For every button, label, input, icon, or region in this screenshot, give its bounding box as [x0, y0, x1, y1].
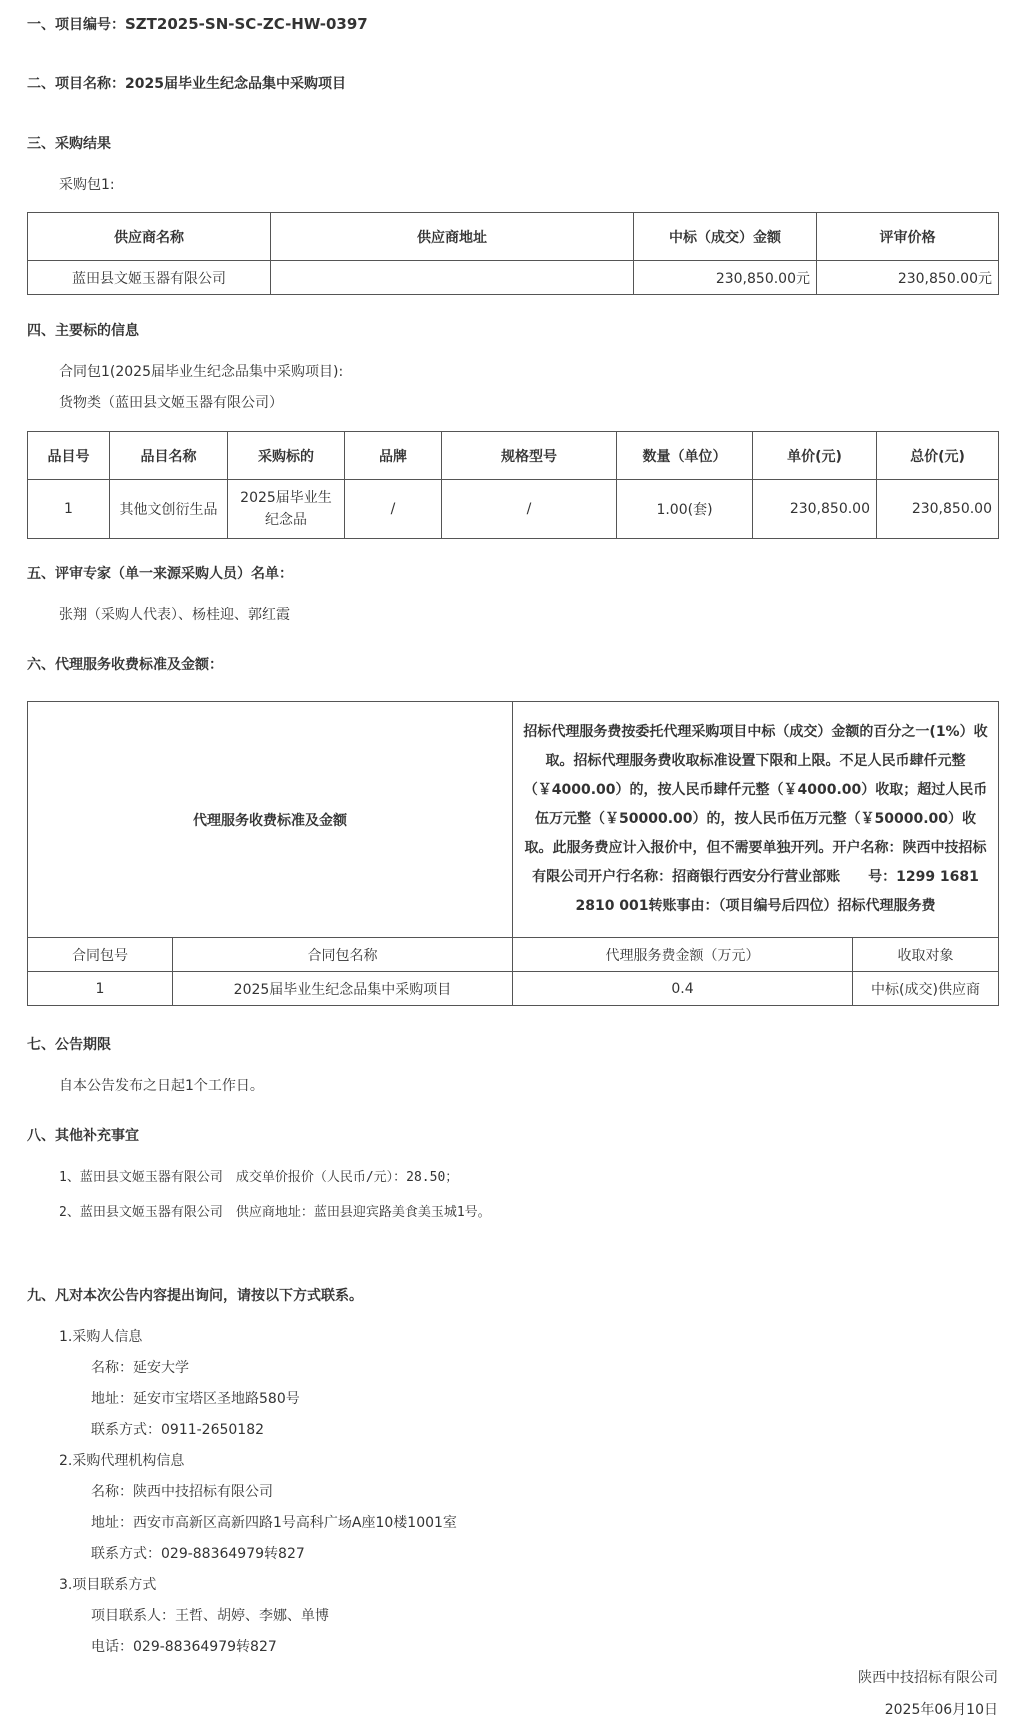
fee-standard-row [28, 702, 999, 938]
agent-address: 地址：西安市高新区高新四路1号高科广场A座10楼1001室 [91, 1515, 457, 1531]
table-header-row [28, 213, 999, 261]
agent-phone: 联系方式：029-88364979转827 [91, 1546, 305, 1562]
item-unit-price: 230,850.00 [753, 480, 877, 539]
fee-standard-label: 代理服务收费标准及金额 [28, 702, 513, 938]
header-cell: 采购标的 [228, 432, 345, 480]
goods-category: 货物类（蓝田县文姬玉器有限公司） [59, 395, 283, 411]
item-name: 其他文创衍生品 [110, 480, 228, 539]
header-cell: 代理服务费金额（万元） [513, 938, 853, 972]
header-cell: 中标（成交）金额 [634, 213, 817, 261]
item-brand: / [345, 480, 442, 539]
project-number-value: SZT2025-SN-SC-ZC-HW-0397 [125, 15, 368, 33]
fee-payer: 中标(成交)供应商 [853, 972, 999, 1006]
project-contact-people: 项目联系人：王哲、胡婷、李娜、单博 [91, 1608, 329, 1624]
section-7-title: 七、公告期限 [27, 1037, 111, 1053]
header-cell: 单价(元) [753, 432, 877, 480]
expert-names: 张翔（采购人代表）、杨桂迎、郭红霞 [59, 607, 290, 623]
footer-organization: 陕西中技招标有限公司 [858, 1670, 998, 1686]
header-cell: 收取对象 [853, 938, 999, 972]
project-contact-title: 3.项目联系方式 [59, 1577, 157, 1593]
table-header-row [28, 938, 999, 972]
project-number [27, 14, 368, 35]
supplement-item-1: 1、蓝田县文姬玉器有限公司 成交单价报价（人民币/元）：28.50； [59, 1170, 459, 1185]
table-header-row [28, 432, 999, 480]
header-cell: 供应商名称 [28, 213, 271, 261]
item-number: 1 [28, 480, 110, 539]
buyer-name: 名称：延安大学 [91, 1360, 189, 1376]
item-quantity: 1.00(套) [617, 480, 753, 539]
project-contact-phone: 电话：029-88364979转827 [91, 1639, 277, 1655]
header-cell: 评审价格 [817, 213, 999, 261]
buyer-phone: 联系方式：0911-2650182 [91, 1422, 265, 1438]
supplement-item-2: 2、蓝田县文姬玉器有限公司 供应商地址：蓝田县迎宾路美食美玉城1号。 [59, 1205, 491, 1220]
package-label: 采购包1: [59, 177, 115, 193]
fee-standard-description: 招标代理服务费按委托代理采购项目中标（成交）金额的百分之一(1%）收取。招标代理服务费收取标准设置下限和上限。不足人民币肆仟元整（￥4000.00）的，按人民币肆仟元整（￥4000.00）收取；超过人民币伍万元整（￥50000.00）的，按人民币伍万元整（￥50000.00）收取。此服务费应计入报价中，但不需要单独开列。开户名称：陕西中技招标有限公司开户行名称：招商银行西安分行营业部账 号：1299 1681 2810 001转账事由：（项目编号后四位）招标代理服务费 [513, 702, 999, 938]
header-cell: 规格型号 [442, 432, 617, 480]
buyer-address: 地址：延安市宝塔区圣地路580号 [91, 1391, 300, 1407]
section-5-title: 五、评审专家（单一来源采购人员）名单： [27, 566, 293, 582]
table-row [28, 261, 999, 295]
fee-package-name: 2025届毕业生纪念品集中采购项目 [173, 972, 513, 1006]
header-cell: 品牌 [345, 432, 442, 480]
supplier-name: 蓝田县文姬玉器有限公司 [28, 261, 271, 295]
item-subject: 2025届毕业生纪念品 [228, 480, 345, 539]
contract-package: 合同包1(2025届毕业生纪念品集中采购项目): [59, 364, 344, 380]
award-amount: 230,850.00元 [634, 261, 817, 295]
header-cell: 供应商地址 [271, 213, 634, 261]
fee-amount: 0.4 [513, 972, 853, 1006]
project-name-label: 二、项目名称： [27, 76, 125, 92]
agent-name: 名称：陕西中技招标有限公司 [91, 1484, 273, 1500]
item-spec: / [442, 480, 617, 539]
header-cell: 总价(元) [877, 432, 999, 480]
review-price: 230,850.00元 [817, 261, 999, 295]
header-cell: 合同包号 [28, 938, 173, 972]
section-3-title: 三、采购结果 [27, 136, 111, 152]
section-6-title: 六、代理服务收费标准及金额： [27, 657, 223, 673]
project-name [27, 74, 346, 94]
item-total-price: 230,850.00 [877, 480, 999, 539]
header-cell: 合同包名称 [173, 938, 513, 972]
section-4-title: 四、主要标的信息 [27, 323, 139, 339]
project-number-label: 一、项目编号： [27, 17, 125, 33]
fee-package-number: 1 [28, 972, 173, 1006]
header-cell: 数量（单位） [617, 432, 753, 480]
table-row [28, 972, 999, 1006]
buyer-info-title: 1.采购人信息 [59, 1329, 143, 1345]
header-cell: 品目号 [28, 432, 110, 480]
section-9-title: 九、凡对本次公告内容提出询问，请按以下方式联系。 [27, 1288, 363, 1304]
project-name-value: 2025届毕业生纪念品集中采购项目 [125, 76, 346, 92]
main-items-table [27, 431, 999, 539]
header-cell: 品目名称 [110, 432, 228, 480]
agency-fee-table [27, 701, 999, 1006]
footer-date: 2025年06月10日 [884, 1702, 998, 1718]
table-row [28, 480, 999, 539]
agent-info-title: 2.采购代理机构信息 [59, 1453, 185, 1469]
procurement-result-table [27, 212, 999, 295]
supplier-address [271, 261, 634, 295]
notice-period: 自本公告发布之日起1个工作日。 [59, 1078, 264, 1094]
section-8-title: 八、其他补充事宜 [27, 1128, 139, 1144]
